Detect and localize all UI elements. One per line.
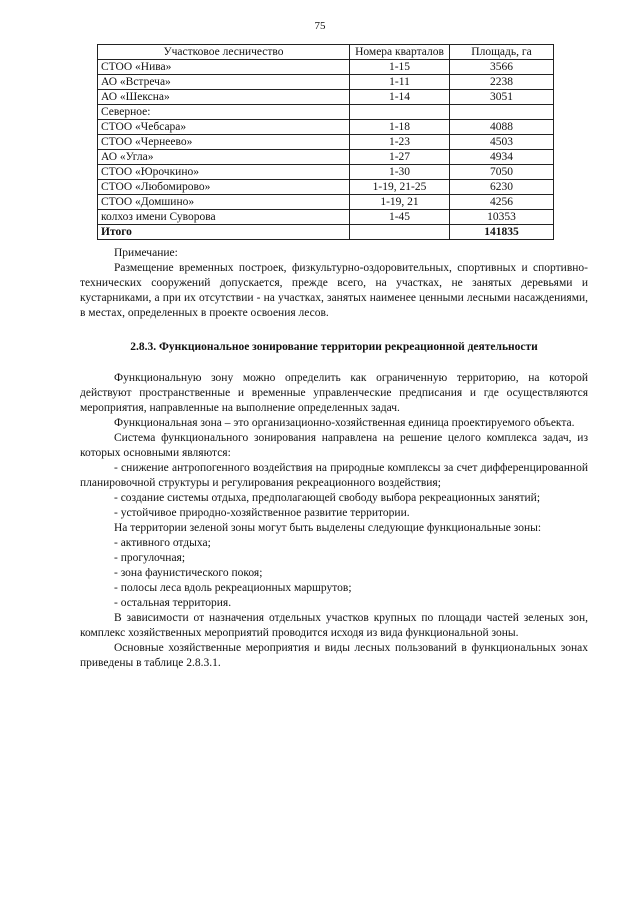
row-quarters: 1-27	[350, 150, 450, 165]
paragraph: Функциональная зона – это организационно-хозяйственная единица проектируемого объекта.	[114, 417, 575, 429]
row-area: 7050	[450, 165, 554, 180]
row-area: 4934	[450, 150, 554, 165]
table-row	[98, 60, 554, 75]
row-area: 3566	[450, 60, 554, 75]
note-label: Примечание:	[114, 247, 178, 259]
row-area: 6230	[450, 180, 554, 195]
list-item: - создание системы отдыха, предполагающей свободу выбора рекреационных занятий;	[114, 492, 541, 504]
row-name: СТОО «Чебсара»	[98, 120, 350, 135]
table-row	[98, 165, 554, 180]
row-name: АО «Угла»	[98, 150, 350, 165]
column-header-quarters: Номера кварталов	[350, 45, 450, 60]
total-area: 141835	[450, 225, 554, 240]
row-quarters: 1-23	[350, 135, 450, 150]
row-quarters: 1-15	[350, 60, 450, 75]
row-quarters: 1-19, 21-25	[350, 180, 450, 195]
table-row	[98, 150, 554, 165]
row-area	[450, 105, 554, 120]
forest-areas-table	[97, 44, 554, 240]
row-quarters: 1-19, 21	[350, 195, 450, 210]
row-quarters	[350, 105, 450, 120]
row-quarters: 1-14	[350, 90, 450, 105]
paragraph: Основные хозяйственные мероприятия и виды лесных пользований в функциональных зонах приведены в таблице 2.8.3.1.	[80, 642, 588, 669]
table-header-row	[98, 45, 554, 60]
row-area: 10353	[450, 210, 554, 225]
row-name: СТОО «Домшино»	[98, 195, 350, 210]
row-area: 3051	[450, 90, 554, 105]
column-header-area: Площадь, га	[450, 45, 554, 60]
list-item: - остальная территория.	[114, 597, 232, 609]
list-item: - активного отдыха;	[114, 537, 211, 549]
row-quarters: 1-18	[350, 120, 450, 135]
row-name: колхоз имени Суворова	[98, 210, 350, 225]
row-name: Северное:	[98, 105, 350, 120]
table-row	[98, 120, 554, 135]
table-row	[98, 75, 554, 90]
table-total-row	[98, 225, 554, 240]
row-name: СТОО «Любомирово»	[98, 180, 350, 195]
column-header-forestry: Участковое лесничество	[98, 45, 350, 60]
table-row	[98, 180, 554, 195]
list-item: - снижение антропогенного воздействия на природные комплексы за счет дифференцированной планировочной структуры и регулирования рекреационного воздействия;	[80, 462, 588, 489]
row-quarters: 1-45	[350, 210, 450, 225]
row-name: СТОО «Нива»	[98, 60, 350, 75]
total-label: Итого	[98, 225, 350, 240]
list-item: - зона фаунистического покоя;	[114, 567, 263, 579]
total-quarters	[350, 225, 450, 240]
table-row	[98, 210, 554, 225]
row-area: 4256	[450, 195, 554, 210]
row-quarters: 1-30	[350, 165, 450, 180]
section-heading: 2.8.3. Функциональное зонирование территории рекреационной деятельности	[130, 341, 538, 353]
row-name: СТОО «Чернеево»	[98, 135, 350, 150]
row-name: СТОО «Юрочкино»	[98, 165, 350, 180]
note-block	[80, 246, 588, 321]
row-area: 4503	[450, 135, 554, 150]
note-text: Размещение временных построек, физкультурно-оздоровительных, спортивных и спортивно-технических сооружений допускается, прежде всего, на участках, не занятых деревьями и кустарниками, а при их отсутствии - на участках, занятых наименее ценными лесными насаждениями, в местах, определенных в проекте освоения лесов.	[80, 262, 588, 319]
table-row	[98, 135, 554, 150]
row-area: 2238	[450, 75, 554, 90]
paragraph: В зависимости от назначения отдельных участков крупных по площади частей зеленых зон, комплекс хозяйственных мероприятий проводится исходя из вида функциональной зоны.	[80, 612, 588, 639]
paragraph: Функциональную зону можно определить как ограниченную территорию, на которой действуют пространственные и временные управленческие предписания и где осуществляются мероприятия, направленные на выполнение определенных задач.	[80, 372, 588, 414]
table-row	[98, 90, 554, 105]
row-quarters: 1-11	[350, 75, 450, 90]
list-item: - прогулочная;	[114, 552, 186, 564]
paragraph: На территории зеленой зоны могут быть выделены следующие функциональные зоны:	[114, 522, 542, 534]
list-item: - полосы леса вдоль рекреационных маршрутов;	[114, 582, 352, 594]
row-name: АО «Шексна»	[98, 90, 350, 105]
table-row	[98, 105, 554, 120]
table-row	[98, 195, 554, 210]
row-name: АО «Встреча»	[98, 75, 350, 90]
page-number: 75	[314, 20, 326, 32]
paragraph: Система функционального зонирования направлена на решение целого комплекса задач, из которых основными являются:	[80, 432, 588, 459]
section-body	[80, 371, 588, 671]
list-item: - устойчивое природно-хозяйственное развитие территории.	[114, 507, 410, 519]
row-area: 4088	[450, 120, 554, 135]
